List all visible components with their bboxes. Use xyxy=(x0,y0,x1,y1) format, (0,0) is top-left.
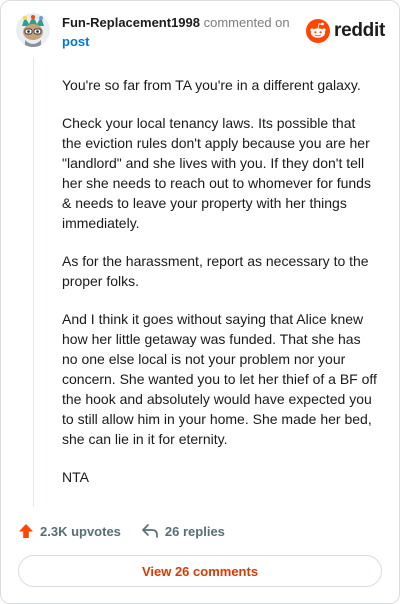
view-comments-button[interactable]: View 26 comments xyxy=(18,555,382,587)
reply-count: 26 replies xyxy=(164,523,225,539)
action-text: commented on xyxy=(203,15,290,30)
replies-button[interactable] xyxy=(141,523,225,539)
reddit-logo[interactable] xyxy=(306,19,385,43)
upvote-button[interactable] xyxy=(18,523,121,539)
comment-body xyxy=(62,75,377,505)
snoo-avatar-icon xyxy=(16,13,50,47)
reddit-wordmark: reddit xyxy=(334,20,385,41)
comment-paragraph: NTA xyxy=(62,469,89,485)
comment-footer xyxy=(18,523,225,539)
comment-header xyxy=(62,15,290,30)
thread-line[interactable] xyxy=(33,57,34,507)
comment-paragraph: And I think it goes without saying that Alice knew how her little getaway was funded. That she has no one else local is not your problem nor your concern. She wanted you to let her thief of a BF off the hook and absolutely would have expected you to still allow him in your home. She made her bed, she can lie in it for eternity. xyxy=(62,311,377,447)
post-link[interactable]: post xyxy=(62,34,90,49)
comment-paragraph: Check your local tenancy laws. Its possible that the eviction rules don't apply because you are her "landlord" and she lives with you. If they don't tell her she needs to reach out to whomever for funds & needs to leave your property with her things immediately. xyxy=(62,115,371,231)
reply-arrow-icon xyxy=(141,523,159,539)
upvote-arrow-icon xyxy=(18,523,34,539)
upvote-count: 2.3K upvotes xyxy=(40,523,121,539)
comment-paragraph: You're so far from TA you're in a different galaxy. xyxy=(62,77,361,93)
username-link[interactable]: Fun-Replacement1998 xyxy=(62,15,200,30)
reddit-logo-icon xyxy=(306,19,330,43)
user-avatar[interactable] xyxy=(16,13,50,47)
comment-paragraph: As for the harassment, report as necessary to the proper folks. xyxy=(62,253,369,289)
